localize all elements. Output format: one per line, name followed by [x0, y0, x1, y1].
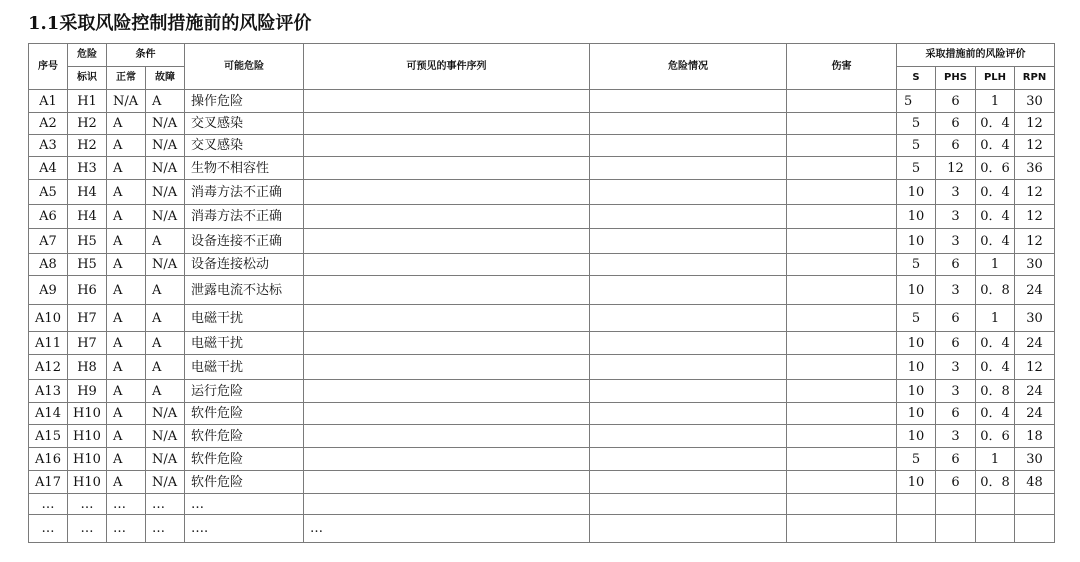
cell-s: 10	[897, 205, 936, 229]
cell-normal: A	[107, 448, 146, 471]
cell-harm	[787, 515, 897, 543]
table-row	[29, 403, 1055, 425]
cell-harm	[787, 332, 897, 355]
cell-possible-hazard: 电磁干扰	[185, 305, 304, 332]
cell-normal: A	[107, 355, 146, 380]
cell-possible-hazard: 电磁干扰	[185, 355, 304, 380]
cell-rpn: 24	[1015, 403, 1055, 425]
cell-fault: A	[146, 355, 185, 380]
cell-hazard-id: …	[68, 515, 107, 543]
cell-harm	[787, 254, 897, 276]
cell-possible-hazard: 软件危险	[185, 448, 304, 471]
cell-harm	[787, 180, 897, 205]
cell-possible-hazard: 软件危险	[185, 425, 304, 448]
cell-phs: 6	[936, 471, 976, 494]
cell-harm	[787, 305, 897, 332]
cell-event-sequence	[304, 90, 590, 113]
cell-s: 10	[897, 180, 936, 205]
cell-s: 10	[897, 425, 936, 448]
cell-s: 5	[897, 135, 936, 157]
cell-fault: N/A	[146, 135, 185, 157]
cell-phs: 6	[936, 305, 976, 332]
cell-plh: 0．8	[976, 471, 1015, 494]
cell-harm	[787, 448, 897, 471]
cell-harm	[787, 471, 897, 494]
cell-s: 5	[897, 90, 936, 113]
cell-plh: 0．6	[976, 157, 1015, 180]
cell-harm	[787, 276, 897, 305]
cell-phs: 6	[936, 332, 976, 355]
cell-event-sequence	[304, 403, 590, 425]
cell-rpn: 12	[1015, 205, 1055, 229]
cell-fault: A	[146, 332, 185, 355]
cell-plh: 0．4	[976, 403, 1015, 425]
cell-event-sequence	[304, 254, 590, 276]
cell-s	[897, 494, 936, 515]
table-row	[29, 305, 1055, 332]
table-row	[29, 471, 1055, 494]
cell-seq: A14	[29, 403, 68, 425]
cell-hazard-situation	[590, 471, 787, 494]
table-row	[29, 135, 1055, 157]
cell-rpn: 48	[1015, 471, 1055, 494]
cell-hazard-id: H10	[68, 448, 107, 471]
table-header	[29, 44, 1055, 90]
cell-fault: …	[146, 515, 185, 543]
table-row-ellipsis	[29, 515, 1055, 543]
cell-plh: 0．4	[976, 355, 1015, 380]
cell-normal: A	[107, 254, 146, 276]
cell-hazard-situation	[590, 403, 787, 425]
cell-hazard-id: H10	[68, 403, 107, 425]
cell-fault: N/A	[146, 205, 185, 229]
cell-seq: A5	[29, 180, 68, 205]
cell-hazard-situation	[590, 305, 787, 332]
cell-hazard-id: H3	[68, 157, 107, 180]
cell-normal: A	[107, 305, 146, 332]
cell-possible-hazard: 操作危险	[185, 90, 304, 113]
cell-event-sequence	[304, 229, 590, 254]
table-row	[29, 380, 1055, 403]
cell-s: 10	[897, 229, 936, 254]
cell-possible-hazard: 电磁干扰	[185, 332, 304, 355]
cell-normal: A	[107, 205, 146, 229]
cell-rpn: 30	[1015, 448, 1055, 471]
cell-possible-hazard: 消毒方法不正确	[185, 180, 304, 205]
cell-fault: N/A	[146, 425, 185, 448]
cell-seq: A13	[29, 380, 68, 403]
cell-plh: 1	[976, 90, 1015, 113]
cell-phs: 6	[936, 403, 976, 425]
cell-fault: N/A	[146, 471, 185, 494]
cell-hazard-id: …	[68, 494, 107, 515]
table-row	[29, 355, 1055, 380]
cell-normal: …	[107, 515, 146, 543]
cell-event-sequence	[304, 305, 590, 332]
cell-possible-hazard: 泄露电流不达标	[185, 276, 304, 305]
cell-seq: A3	[29, 135, 68, 157]
table-row	[29, 229, 1055, 254]
cell-s: 10	[897, 332, 936, 355]
header-harm: 伤害	[787, 44, 897, 90]
cell-event-sequence	[304, 494, 590, 515]
cell-s: 5	[897, 305, 936, 332]
cell-hazard-id: H10	[68, 425, 107, 448]
cell-plh: 0．8	[976, 276, 1015, 305]
cell-rpn: 30	[1015, 305, 1055, 332]
cell-hazard-situation	[590, 448, 787, 471]
header-condition: 条件	[107, 44, 185, 67]
cell-plh: 0．4	[976, 332, 1015, 355]
cell-seq: A15	[29, 425, 68, 448]
cell-phs: 3	[936, 229, 976, 254]
cell-normal: A	[107, 332, 146, 355]
table-row	[29, 113, 1055, 135]
cell-event-sequence	[304, 332, 590, 355]
cell-hazard-situation	[590, 254, 787, 276]
table-body	[29, 90, 1055, 543]
cell-hazard-situation	[590, 135, 787, 157]
page-title: 1.1采取风险控制措施前的风险评价	[28, 13, 312, 34]
cell-hazard-situation	[590, 276, 787, 305]
cell-fault: A	[146, 305, 185, 332]
cell-normal: A	[107, 471, 146, 494]
cell-phs	[936, 515, 976, 543]
cell-possible-hazard: 交叉感染	[185, 135, 304, 157]
table-row	[29, 276, 1055, 305]
cell-hazard-situation	[590, 355, 787, 380]
cell-plh	[976, 494, 1015, 515]
header-risk-eval: 采取措施前的风险评价	[897, 44, 1055, 67]
cell-hazard-id: H7	[68, 332, 107, 355]
cell-event-sequence	[304, 205, 590, 229]
cell-event-sequence	[304, 180, 590, 205]
cell-hazard-id: H6	[68, 276, 107, 305]
cell-normal: A	[107, 180, 146, 205]
cell-phs: 6	[936, 135, 976, 157]
cell-seq: A8	[29, 254, 68, 276]
cell-hazard-situation	[590, 229, 787, 254]
cell-phs: 6	[936, 113, 976, 135]
cell-s: 5	[897, 157, 936, 180]
cell-s: 5	[897, 113, 936, 135]
cell-fault: N/A	[146, 403, 185, 425]
cell-phs: 12	[936, 157, 976, 180]
cell-harm	[787, 403, 897, 425]
header-hazard-bottom: 标识	[68, 67, 107, 90]
cell-phs: 3	[936, 355, 976, 380]
header-s: S	[897, 67, 936, 90]
cell-normal: A	[107, 276, 146, 305]
cell-seq: A12	[29, 355, 68, 380]
cell-rpn: 18	[1015, 425, 1055, 448]
cell-harm	[787, 355, 897, 380]
cell-normal: N/A	[107, 90, 146, 113]
cell-normal: A	[107, 229, 146, 254]
cell-seq: …	[29, 515, 68, 543]
cell-plh: 0．6	[976, 425, 1015, 448]
cell-seq: A9	[29, 276, 68, 305]
cell-phs: 3	[936, 205, 976, 229]
cell-seq: A7	[29, 229, 68, 254]
cell-fault: A	[146, 90, 185, 113]
cell-normal: A	[107, 157, 146, 180]
cell-harm	[787, 494, 897, 515]
cell-event-sequence	[304, 135, 590, 157]
cell-hazard-situation	[590, 90, 787, 113]
cell-plh: 0．8	[976, 380, 1015, 403]
cell-hazard-situation	[590, 425, 787, 448]
header-hazard-situation: 危险情况	[590, 44, 787, 90]
cell-rpn: 12	[1015, 135, 1055, 157]
header-plh: PLH	[976, 67, 1015, 90]
cell-fault: A	[146, 380, 185, 403]
cell-event-sequence	[304, 425, 590, 448]
cell-hazard-situation	[590, 332, 787, 355]
cell-seq: …	[29, 494, 68, 515]
cell-rpn: 24	[1015, 332, 1055, 355]
header-fault: 故障	[146, 67, 185, 90]
cell-event-sequence	[304, 113, 590, 135]
table-row	[29, 180, 1055, 205]
cell-rpn: 12	[1015, 229, 1055, 254]
cell-seq: A10	[29, 305, 68, 332]
cell-rpn: 12	[1015, 113, 1055, 135]
cell-normal: A	[107, 113, 146, 135]
cell-harm	[787, 425, 897, 448]
cell-plh: 1	[976, 448, 1015, 471]
cell-rpn: 36	[1015, 157, 1055, 180]
header-rpn: RPN	[1015, 67, 1055, 90]
cell-seq: A16	[29, 448, 68, 471]
cell-hazard-id: H10	[68, 471, 107, 494]
cell-fault: N/A	[146, 448, 185, 471]
cell-phs: 6	[936, 90, 976, 113]
cell-seq: A1	[29, 90, 68, 113]
cell-event-sequence	[304, 471, 590, 494]
cell-seq: A2	[29, 113, 68, 135]
table-row	[29, 90, 1055, 113]
cell-event-sequence	[304, 448, 590, 471]
cell-hazard-situation	[590, 205, 787, 229]
cell-rpn	[1015, 515, 1055, 543]
cell-hazard-situation	[590, 180, 787, 205]
cell-plh	[976, 515, 1015, 543]
cell-hazard-id: H2	[68, 113, 107, 135]
cell-hazard-situation	[590, 113, 787, 135]
cell-possible-hazard: 运行危险	[185, 380, 304, 403]
cell-s: 10	[897, 403, 936, 425]
header-seq: 序号	[29, 44, 68, 90]
cell-possible-hazard: 消毒方法不正确	[185, 205, 304, 229]
cell-possible-hazard: …	[185, 494, 304, 515]
cell-normal: A	[107, 380, 146, 403]
cell-plh: 0．4	[976, 113, 1015, 135]
cell-harm	[787, 90, 897, 113]
table-row	[29, 448, 1055, 471]
cell-fault: N/A	[146, 113, 185, 135]
cell-plh: 0．4	[976, 205, 1015, 229]
cell-rpn: 12	[1015, 180, 1055, 205]
cell-fault: A	[146, 276, 185, 305]
cell-harm	[787, 157, 897, 180]
cell-hazard-id: H1	[68, 90, 107, 113]
header-phs: PHS	[936, 67, 976, 90]
cell-rpn: 12	[1015, 355, 1055, 380]
cell-possible-hazard: 软件危险	[185, 471, 304, 494]
cell-hazard-id: H4	[68, 180, 107, 205]
cell-rpn: 24	[1015, 380, 1055, 403]
cell-possible-hazard: 设备连接不正确	[185, 229, 304, 254]
cell-hazard-situation	[590, 494, 787, 515]
cell-phs: 3	[936, 425, 976, 448]
cell-event-sequence	[304, 276, 590, 305]
cell-s: 10	[897, 380, 936, 403]
cell-harm	[787, 113, 897, 135]
cell-normal: A	[107, 135, 146, 157]
cell-fault: A	[146, 229, 185, 254]
cell-seq: A4	[29, 157, 68, 180]
header-event-sequence: 可预见的事件序列	[304, 44, 590, 90]
cell-hazard-id: H9	[68, 380, 107, 403]
cell-s: 10	[897, 471, 936, 494]
cell-event-sequence	[304, 157, 590, 180]
cell-event-sequence	[304, 355, 590, 380]
cell-hazard-situation	[590, 157, 787, 180]
cell-possible-hazard: 设备连接松动	[185, 254, 304, 276]
cell-s: 5	[897, 254, 936, 276]
cell-phs: 3	[936, 276, 976, 305]
cell-possible-hazard: 交叉感染	[185, 113, 304, 135]
cell-plh: 1	[976, 305, 1015, 332]
cell-hazard-id: H5	[68, 254, 107, 276]
cell-hazard-id: H4	[68, 205, 107, 229]
cell-hazard-id: H5	[68, 229, 107, 254]
table-row	[29, 205, 1055, 229]
cell-plh: 0．4	[976, 180, 1015, 205]
cell-phs	[936, 494, 976, 515]
cell-fault: N/A	[146, 254, 185, 276]
cell-phs: 3	[936, 180, 976, 205]
header-normal: 正常	[107, 67, 146, 90]
table-row	[29, 254, 1055, 276]
risk-evaluation-table	[28, 43, 1055, 543]
cell-rpn	[1015, 494, 1055, 515]
cell-hazard-id: H2	[68, 135, 107, 157]
cell-seq: A11	[29, 332, 68, 355]
cell-hazard-situation	[590, 380, 787, 403]
cell-s: 10	[897, 355, 936, 380]
table-row	[29, 332, 1055, 355]
header-possible-hazard: 可能危险	[185, 44, 304, 90]
cell-fault: N/A	[146, 180, 185, 205]
cell-harm	[787, 205, 897, 229]
cell-normal: …	[107, 494, 146, 515]
cell-event-sequence	[304, 380, 590, 403]
cell-s	[897, 515, 936, 543]
cell-normal: A	[107, 403, 146, 425]
cell-possible-hazard: ….	[185, 515, 304, 543]
table-row	[29, 157, 1055, 180]
cell-harm	[787, 135, 897, 157]
cell-plh: 0．4	[976, 135, 1015, 157]
header-hazard-top: 危险	[68, 44, 107, 67]
cell-hazard-situation	[590, 515, 787, 543]
cell-event-sequence: …	[304, 515, 590, 543]
cell-seq: A6	[29, 205, 68, 229]
cell-s: 10	[897, 276, 936, 305]
cell-fault: …	[146, 494, 185, 515]
table-row-ellipsis	[29, 494, 1055, 515]
cell-harm	[787, 229, 897, 254]
cell-plh: 1	[976, 254, 1015, 276]
cell-rpn: 30	[1015, 254, 1055, 276]
table-row	[29, 425, 1055, 448]
cell-s: 5	[897, 448, 936, 471]
cell-possible-hazard: 生物不相容性	[185, 157, 304, 180]
cell-normal: A	[107, 425, 146, 448]
cell-phs: 6	[936, 254, 976, 276]
cell-harm	[787, 380, 897, 403]
cell-phs: 6	[936, 448, 976, 471]
cell-rpn: 30	[1015, 90, 1055, 113]
cell-phs: 3	[936, 380, 976, 403]
cell-plh: 0．4	[976, 229, 1015, 254]
cell-fault: N/A	[146, 157, 185, 180]
cell-hazard-id: H7	[68, 305, 107, 332]
cell-seq: A17	[29, 471, 68, 494]
cell-possible-hazard: 软件危险	[185, 403, 304, 425]
cell-hazard-id: H8	[68, 355, 107, 380]
cell-rpn: 24	[1015, 276, 1055, 305]
